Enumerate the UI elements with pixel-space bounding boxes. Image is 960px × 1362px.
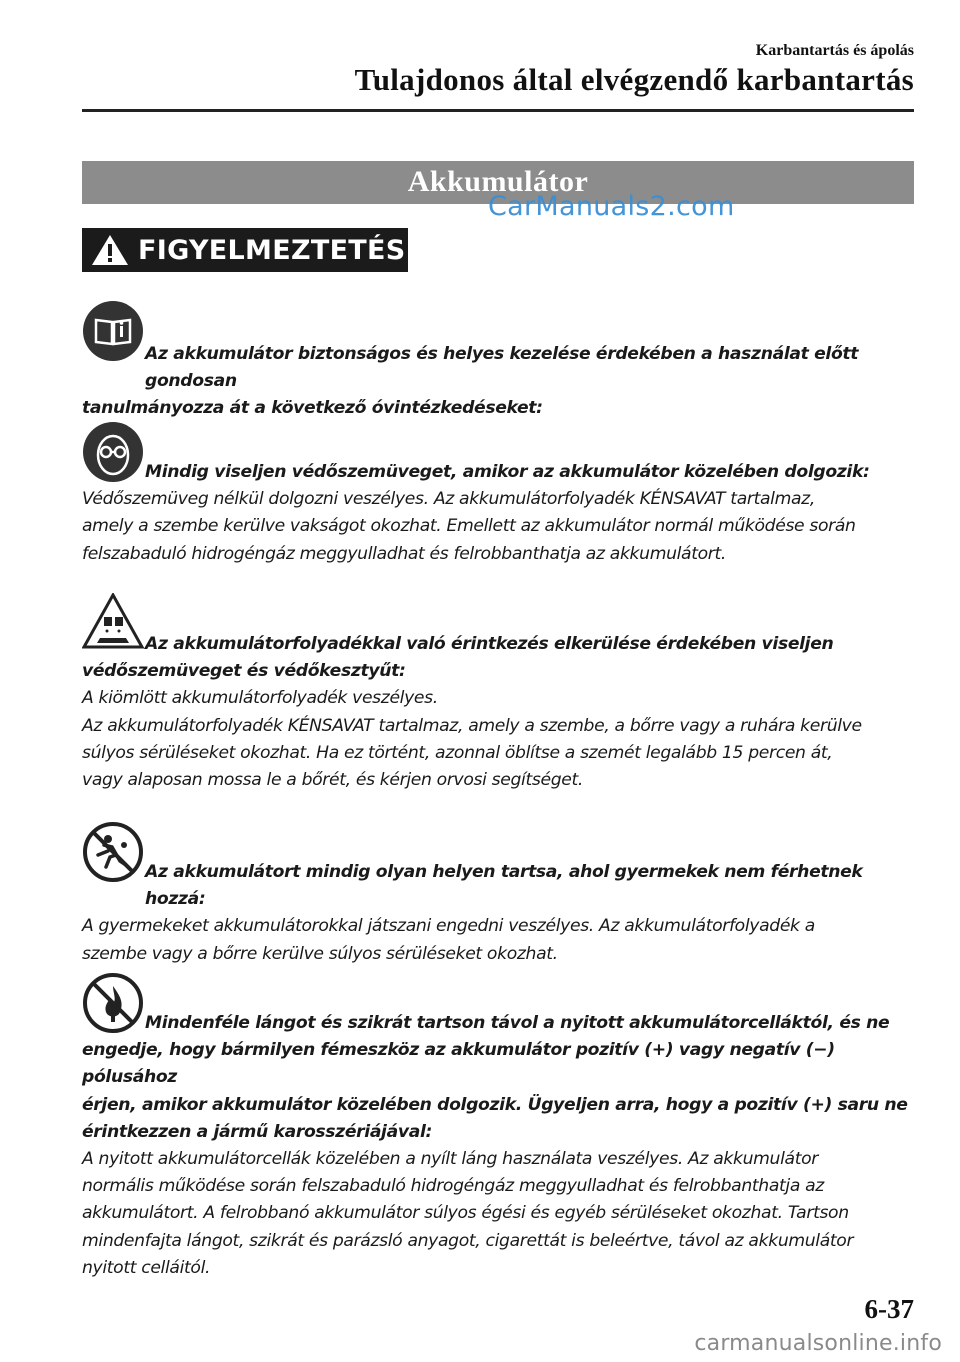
warning-item-manual [82,300,916,423]
item-body-line: A kiömlött akkumulátorfolyadék veszélyes. [82,688,438,709]
item-body-line: felszabaduló hidrogéngáz meggyulladhat és felrobbanthatja az akkumulátort. [82,543,727,564]
warning-triangle-icon [90,233,130,267]
item-body-line: Védőszemüveg nélkül dolgozni veszélyes. Az akkumulátorfolyadék KÉNSAVAT tartalmaz, [82,489,815,510]
header-divider [82,109,914,112]
item-heading: Az akkumulátorfolyadékkal való érintkezés elkerülése érdekében viseljen [145,634,834,654]
warning-label: FIGYELMEZTETÉS [138,234,406,266]
item-body-line: szembe vagy a bőrre kerülve súlyos sérüléseket okozhat. [82,943,558,964]
corrosive-warning-icon [82,593,144,649]
item-body-line: vagy alaposan mossa le a bőrét, és kérjen orvosi segítséget. [82,770,583,791]
item-heading: Mindenféle lángot és szikrát tartson távol a nyitott akkumulátorcelláktól, és ne [145,1013,890,1033]
item-body-line: A nyitott akkumulátorcellák közelében a nyílt láng használata veszélyes. Az akkumulátor [82,1149,818,1170]
item-heading: Az akkumulátort mindig olyan helyen tartsa, ahol gyermekek nem férhetnek hozzá: [145,862,863,910]
item-body-line: akkumulátort. A felrobbanó akkumulátor súlyos égési és egyéb sérüléseket okozhat. Tartson [82,1203,849,1224]
warning-item-flame [82,972,916,1282]
warning-item-corrosive [82,593,916,794]
item-body-line: mindenfajta lángot, szikrát és parázsló anyagot, cigarettát is beleértve, távol az akkumulátor [82,1230,854,1251]
item-body-line: súlyos sérüléseket okozhat. Ha ez történt, azonnal öblítse a szemét legalább 15 percen át, [82,742,833,763]
warning-badge [82,228,408,272]
item-heading: Mindig viseljen védőszemüveget, amikor az akkumulátor közelében dolgozik: [145,462,870,482]
item-body-line: nyitott celláitól. [82,1257,211,1278]
warning-item-goggles [82,421,916,568]
item-heading-cont: engedje, hogy bármilyen fémeszköz az akkumulátor pozitív (+) vagy negatív (−) pólusához [82,1040,835,1088]
page-title: Tulajdonos által elvégzendő karbantartás [354,62,914,97]
item-body-line: normális működése során felszabaduló hidrogéngáz meggyulladhat és felrobbanthatja az [82,1176,824,1197]
safety-goggles-icon [82,421,144,483]
manual-book-icon [82,300,144,362]
section-title: Akkumulátor [407,165,589,198]
no-children-icon [82,821,144,883]
page-number: 6-37 [864,1294,914,1324]
item-body-line: amely a szembe kerülve vakságot okozhat. Emellett az akkumulátor normál működése során [82,516,856,537]
item-heading-cont: tanulmányozza át a következő óvintézkedéseket: [82,398,543,419]
warning-item-children [82,821,916,968]
item-body-line: A gyermekeket akkumulátorokkal játszani engedni veszélyes. Az akkumulátorfolyadék a [82,916,815,937]
watermark-bottom: carmanualsonline.info [694,1331,942,1356]
chapter-title: Karbantartás és ápolás [755,42,914,59]
item-heading-cont: érintkezzen a jármű karosszériájával: [82,1121,433,1142]
item-heading-cont: védőszemüveget és védőkesztyűt: [82,661,406,682]
item-heading-cont: érjen, amikor akkumulátor közelében dolgozik. Ügyeljen arra, hogy a pozitív (+) saru ne [82,1094,908,1115]
no-open-flame-icon [82,972,144,1034]
item-body-line: Az akkumulátorfolyadék KÉNSAVAT tartalmaz, amely a szembe, a bőrre vagy a ruhára kerülve [82,715,862,736]
watermark-top: CarManuals2.com [488,191,735,222]
item-heading: Az akkumulátor biztonságos és helyes kezelése érdekében a használat előtt gondosan [145,344,859,392]
